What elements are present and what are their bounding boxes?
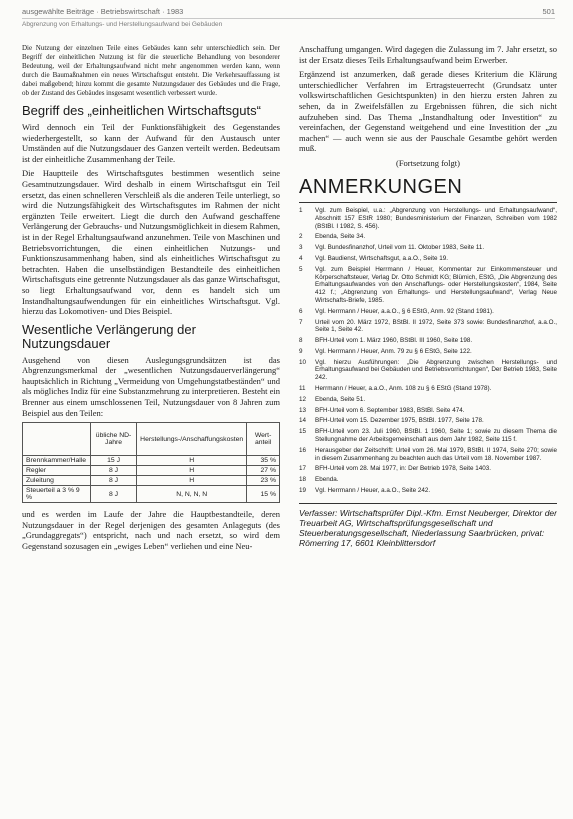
table-cell: Zuleitung	[23, 476, 91, 486]
right-top-paragraph: Anschaffung umgangen. Wird dagegen die Zulassung im 7. Jahr ersetzt, so ist der Ersatz dieses Teils Erhaltungsaufwand beim Erwerber.	[299, 44, 557, 65]
footnote-number: 5	[299, 265, 303, 273]
footnote-text: Vgl. Herrmann / Heuer, Anm. 79 zu § 6 EStG, Seite 122.	[315, 347, 472, 355]
footnote-item	[299, 385, 557, 393]
footnote-number: 10	[299, 358, 307, 366]
footnote-item	[299, 417, 557, 425]
footnote-item	[299, 207, 557, 230]
footnote-number: 2	[299, 233, 303, 241]
footnote-text: Vgl. zum Beispiel, u.a.: „Abgrenzung von Herstellungs- und Erhaltungsaufwand“, Abschnitt 157 EStR 1980; Bundesministerium der Finanzen, Schreiben vom 1982 (BStBl. I 1982, S. 456).	[315, 206, 557, 230]
table-cell: 23 %	[247, 476, 280, 486]
footnote-text: Ebenda, Seite 51.	[315, 395, 366, 403]
continued-note: (Fortsetzung folgt)	[396, 157, 460, 168]
footnote-item	[299, 255, 557, 263]
table-row	[23, 466, 280, 476]
footnote-number: 4	[299, 254, 303, 262]
footnote-text: Vgl. hierzu Ausführungen: „Die Abgrenzung zwischen Herstellungs- und Erhaltungsaufwand bei Gebäuden und Betriebsvorrichtungen“, Der Betrieb 1983, Seite 242.	[315, 358, 557, 382]
footnote-number: 13	[299, 406, 307, 414]
notes-list	[299, 207, 557, 495]
table-cell: H	[137, 466, 247, 476]
table-row	[23, 486, 280, 503]
table-cell: H	[137, 476, 247, 486]
footnote-number: 8	[299, 337, 303, 345]
table-header-cell: übliche ND-Jahre	[90, 423, 136, 456]
footnote-text: Vgl. Bundesfinanzhof, Urteil vom 11. Oktober 1983, Seite 11.	[315, 244, 485, 252]
footnote-number: 9	[299, 347, 303, 355]
footnote-item	[299, 476, 557, 484]
table-cell: H	[137, 456, 247, 466]
footnote-item	[299, 396, 557, 404]
section1-paragraph-2: Die Hauptteile des Wirtschaftsgutes bestimmen wesentlich seine Gesamtnutzungsdauer. Wird deshalb in einem Wirtschaftsgut ein Teil ersetzt, das einen schnelleren Verschleiß als die anderen Teile unterliegt, so wird die Nutzungsfähigkeit des Wirtschaftsgutes im Rahmen der nicht ergänzten Teile erweitert. Liegt die durch den Aufwand geschaffene Verlängerung der Gebrauchs- und Nutzungsmöglichkeit in diesem Rahmen, ist in der Regel Erhaltungsaufwand anzunehmen. Teile von Maschinen und Betriebsvorrichtungen, die einen einheitlichen Nutzungs- und Funktionszusammenhang haben, sind als einheitliches Wirtschaftsgut zu betrachten. Haben die unselbständigen Bestandteile des einheitlichen Wirtschaftsguts eine getrennte Nutzungsdauer als das ganze Wirtschaftsgut, so liegt Erhaltungsaufwand vor, denn es handelt sich um Instandhaltungsaufwendungen für ein einheitliches Wirtschaftsgut. Vgl. hierzu das Lokomotiven- und Dies Beispiel.	[22, 168, 280, 317]
right-second-paragraph: Ergänzend ist anzumerken, daß gerade dieses Kriterium die Klärung unterschiedlicher Verfahren im Ertragsteuerrecht (Grundsatz unter volkswirtschaftlichen Gesichtspunkten) in den hierzu ersten Jahren zu sehen, da in Zweifelsfällen zu Ergebnissen führen, die sich nicht aufzuheben sind. Das Thema „Instandhaltung oder Investition“ zu vereinfachen, der Gegenstand weitgehend und eine Investition der „zu machen“ — auch wenn sie aus der Pauschale Gesamtbe gehört werden muß.	[299, 69, 557, 154]
footnote-text: Vgl. zum Beispiel Herrmann / Heuer, Kommentar zur Einkommensteuer und Körperschaftsteuer, Verlag Dr. Otto Schmidt KG; Blümich, EStG, „Die Abgrenzung des Erhaltungsaufwandes von den Anschaffungs- oder Herstellungskosten“, 1984, Seite 412 f.; „Abgrenzung von Erhaltungs- und Herstellungsaufwand“, Verlag Neue Wirtschafts-Briefe, 1985.	[315, 265, 557, 304]
footnote-number: 17	[299, 465, 307, 473]
table-cell: Steuerteil a 3 % 9 %	[23, 486, 91, 503]
notes-heading: ANMERKUNGEN	[299, 176, 557, 203]
footnote-text: BFH-Urteil vom 15. Dezember 1975, BStBl. 1977, Seite 178.	[315, 417, 484, 425]
footnote-number: 6	[299, 307, 303, 315]
table-cell: Regler	[23, 466, 91, 476]
footnote-number: 18	[299, 476, 307, 484]
footnote-item	[299, 266, 557, 305]
table-cell: 8 J	[90, 466, 136, 476]
footnote-text: Ebenda.	[315, 476, 339, 484]
footnote-number: 11	[299, 385, 306, 393]
footnote-text: Herrmann / Heuer, a.a.O., Anm. 108 zu § 6 EStG (Stand 1978).	[315, 385, 492, 393]
footnote-number: 19	[299, 487, 307, 495]
footnote-number: 14	[299, 417, 307, 425]
intro-paragraph: Die Nutzung der einzelnen Teile eines Gebäudes kann sehr unterschiedlich sein. Der Begriff der einheitlichen Nutzung ist für die steuerliche Behandlung von besonderer Bedeutung, weil der Erhaltungsaufwand nicht mehr angenommen werden kann, wenn durch die Baumaßnahmen ein neues Wirtschaftsgut entsteht. Die Verkehrsauffassung ist dabei maßgebend; hinzu kommt die gesamte Nutzungsdauer des Gebäudes und die Frage, ob der Zustand des Gebäudes insgesamt wesentlich verbessert wurde.	[22, 44, 280, 97]
footnote-item	[299, 428, 557, 444]
footnote-number: 12	[299, 395, 307, 403]
footnote-item	[299, 337, 557, 345]
closing-paragraph: und es werden im Laufe der Jahre die Hauptbestandteile, deren Nutzungsdauer in der Regel derjenigen des gesamten Anlageguts (des „Grundaggregats“) entspricht, nach und nach ersetzt, so wird dem Gegenstand sozusagen ein „ewiges Leben“ verliehen und eine Neu-	[22, 509, 280, 552]
table-cell: 15 J	[90, 456, 136, 466]
footnote-item	[299, 244, 557, 252]
footnote-item	[299, 308, 557, 316]
table-cell: 8 J	[90, 486, 136, 503]
table-cell: 35 %	[247, 456, 280, 466]
running-subline: Abgrenzung von Erhaltungs- und Herstellungsaufwand bei Gebäuden	[22, 21, 223, 28]
table-cell: Brennkammer/Halle	[23, 456, 91, 466]
footnote-text: Urteil vom 20. März 1972, BStBl. II 1972, Seite 373 sowie: Bundesfinanzhof, a.a.O., Seite 1, Seite 42.	[315, 318, 557, 334]
footnote-text: Vgl. Herrmann / Heuer, a.a.O., Seite 242.	[315, 487, 431, 495]
section2-paragraph: Ausgehend von diesen Auslegungsgrundsätzen ist das Abgrenzungsmerkmal der „wesentlichen Nutzungsdauerverlängerung“ hauptsächlich in Richtung „Vermeidung von Umgehungstatbeständen“ und als mögliches Indiz für eine Substanzmehrung zu interpretieren. Besteht ein Brenner aus einem umschlossenen Teil, Nutzungsdauer von 8 Jahren zum Beispiel aus den Teilen:	[22, 354, 280, 418]
left-column	[22, 44, 280, 809]
footnote-item	[299, 319, 557, 335]
footnote-text: Vgl. Baudienst, Wirtschaftsgut, a.a.O., Seite 19.	[315, 254, 449, 262]
footnote-item	[299, 487, 557, 495]
footnote-text: BFH-Urteil vom 1. März 1960, BStBl. III 1960, Seite 198.	[315, 337, 473, 345]
section1-paragraph-1: Wird dennoch ein Teil der Funktionsfähigkeit des Gegenstandes wiederhergestellt, so kann der Aufwand für den Austausch unter Umständen auf die Nutzungsdauer des Ganzen verteilt werden. Bedeutsam ist der einheitliche Zusammenhang der Teile.	[22, 122, 280, 164]
table-header-row	[23, 423, 280, 456]
table-row	[23, 476, 280, 486]
table-cell: 8 J	[90, 476, 136, 486]
footnote-item	[299, 465, 557, 473]
footnote-item	[299, 348, 557, 356]
table-header-cell: Herstellungs-/Anschaffungskosten	[137, 423, 247, 456]
footnote-number: 1	[299, 206, 303, 214]
running-head-left: ausgewählte Beiträge · Betriebswirtschaft · 1983	[22, 7, 184, 16]
table-row	[23, 456, 280, 466]
footnote-number: 15	[299, 428, 307, 436]
footnote-text: BFH-Urteil vom 23. Juli 1960, BStBl. 1 1960, Seite 1; sowie zu diesem Thema die Stellungnahme der Arbeitsgemeinschaft aus dem Jahr 1982, Seite 115 f.	[315, 428, 557, 444]
footnote-number: 7	[299, 318, 303, 326]
footnote-number: 16	[299, 446, 307, 454]
page-number: 501	[542, 7, 555, 16]
footnote-item	[299, 407, 557, 415]
table-cell: 15 %	[247, 486, 280, 503]
author-note: Verfasser: Wirtschaftsprüfer Dipl.-Kfm. Ernst Neuberger, Direktor der Treuarbeit AG, Wirtschaftsprüfungsgesellschaft und Steuerberatungsgesellschaft, Niederlassung Saarbrücken, privat: Römerring 17, 6601 Kleinblittersdorf	[299, 503, 557, 548]
footnote-number: 3	[299, 244, 303, 252]
footnote-text: BFH-Urteil vom 6. September 1983, BStBl. Seite 474.	[315, 406, 465, 414]
right-column	[299, 44, 557, 809]
section-heading-nutzungsdauer: Wesentliche Verlängerung der Nutzungsdauer	[22, 321, 196, 351]
footnote-item	[299, 447, 557, 463]
running-head	[22, 6, 555, 19]
footnote-text: Herausgeber der Zeitschrift: Urteil vom 26. Mai 1979, BStBl. II 1974, Seite 270; sowie in diesem Zusammenhang zu beachten auch das Urteil vom 18. November 1987.	[315, 446, 557, 462]
footnote-text: Vgl. Herrmann / Heuer, a.a.O., § 6 EStG, Anm. 92 (Stand 1981).	[315, 307, 494, 315]
nutzungsdauer-table	[22, 422, 280, 503]
table-cell: N, N, N, N	[137, 486, 247, 503]
footnote-item	[299, 233, 557, 241]
table-cell: 27 %	[247, 466, 280, 476]
footnote-item	[299, 359, 557, 382]
section-heading-einheitliches-wirtschaftsgut: Begriff des „einheitlichen Wirtschaftsguts“	[22, 103, 261, 118]
footnote-text: Ebenda, Seite 34.	[315, 233, 366, 241]
table-header-cell: Wert-anteil	[247, 423, 280, 456]
footnote-text: BFH-Urteil vom 28. Mai 1977, in: Der Betrieb 1978, Seite 1403.	[315, 465, 492, 473]
table-header-cell	[23, 423, 91, 456]
